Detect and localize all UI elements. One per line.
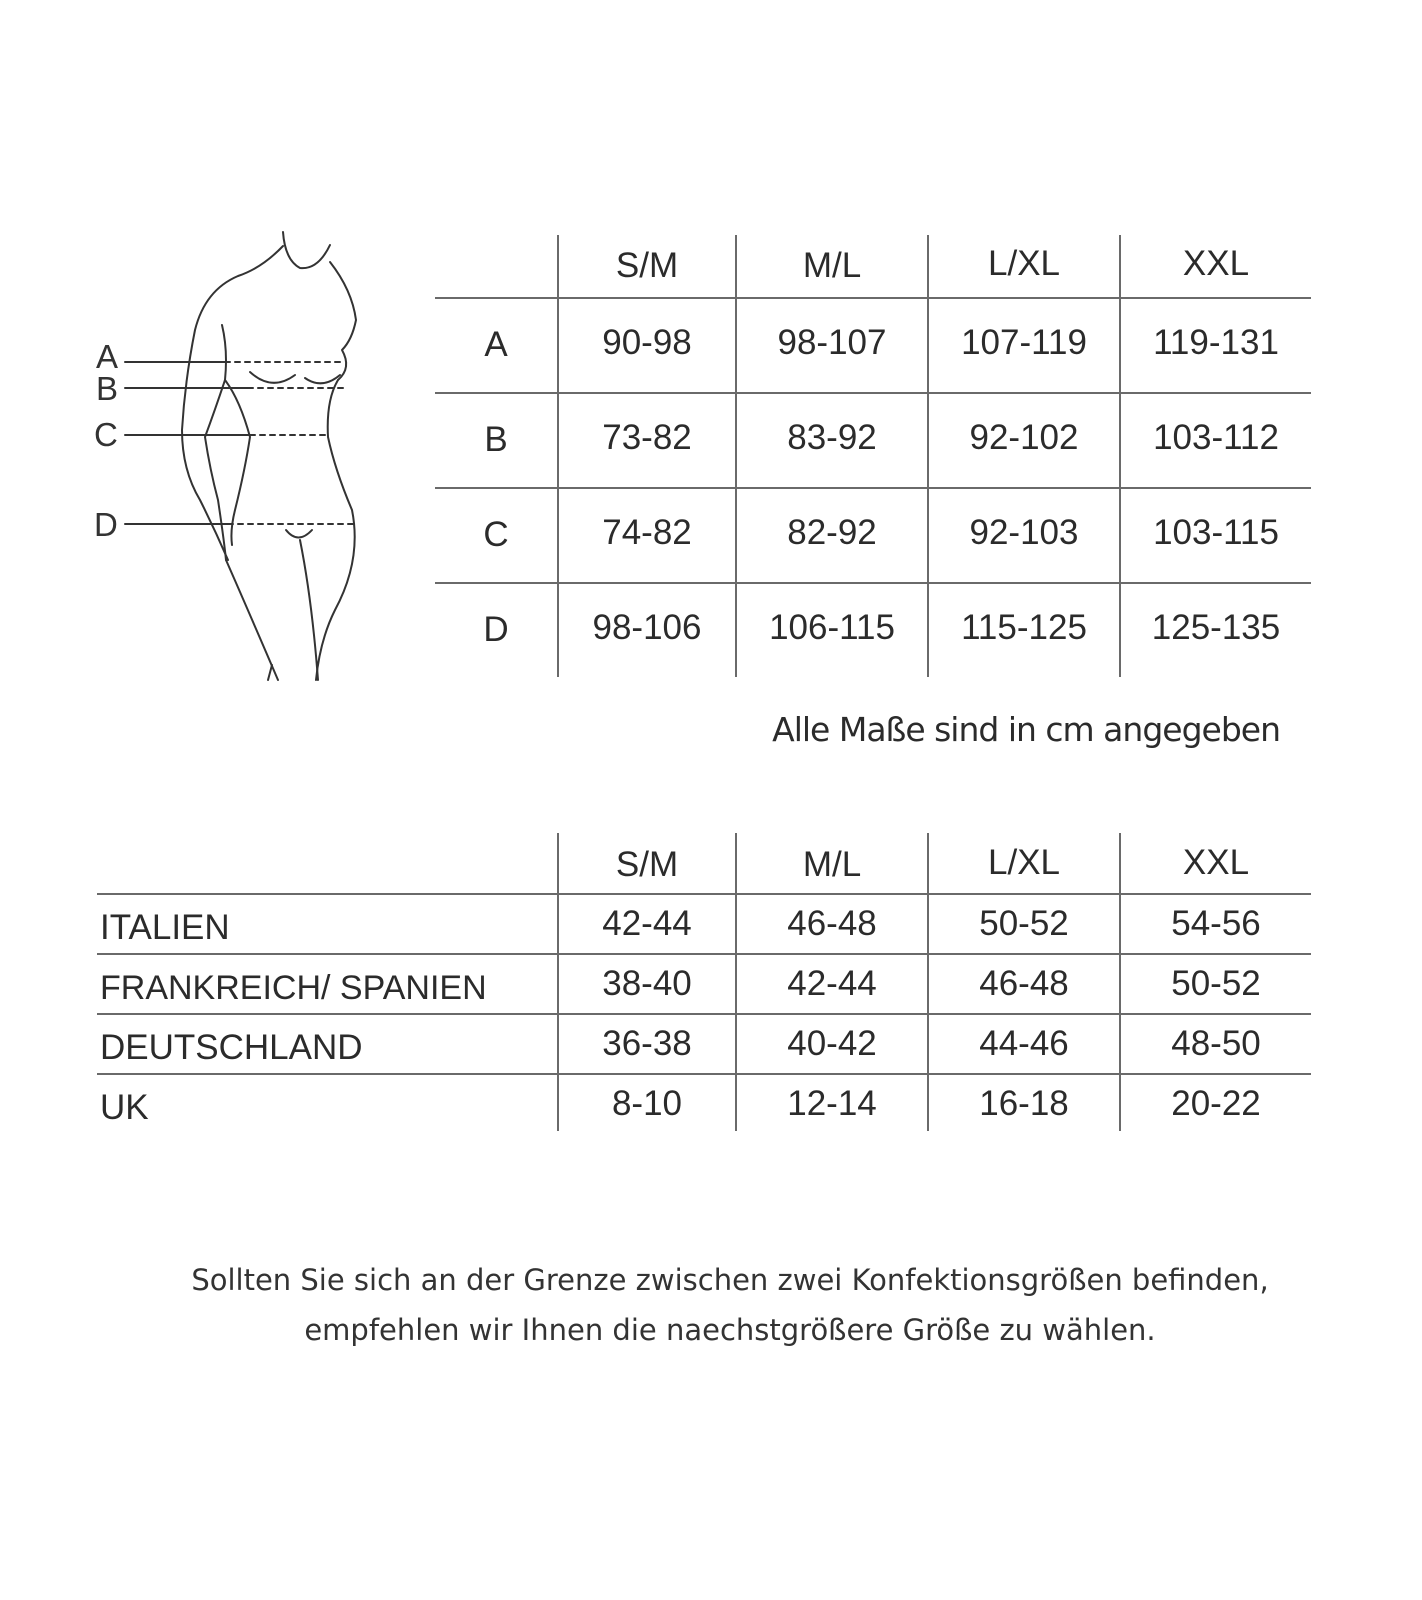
figure-label-d: D [94,506,118,543]
table-cell: 48-50 [1171,1024,1261,1063]
table-cell: 8-10 [611,1084,683,1123]
table-cell: 98-107 [777,323,887,362]
table-cell: 73-82 [602,418,692,457]
size-header: L/XL [988,244,1060,283]
table-cell: 119-131 [1153,323,1279,362]
table-cell: 46-48 [787,904,877,943]
table-cell: 92-103 [969,513,1079,552]
row-divider [435,582,1311,584]
country-label: DEUTSCHLAND [100,1028,363,1067]
table-cell: 20-22 [1171,1084,1261,1123]
table-cell: 50-52 [979,904,1069,943]
table-cell: 12-14 [787,1084,877,1123]
table-cell: 125-135 [1151,608,1281,647]
table-cell: 106-115 [769,608,895,647]
table-cell: 42-44 [602,904,692,943]
table-cell: 98-106 [592,608,702,647]
row-divider [97,1073,1311,1075]
sizing-advice-line-1: Sollten Sie sich an der Grenze zwischen zwei Konfektionsgrößen befinden, [191,1263,1269,1297]
table-cell: 54-56 [1171,904,1261,943]
size-header: S/M [615,845,679,884]
table-cell: 16-18 [979,1084,1069,1123]
table-cell: 44-46 [979,1024,1069,1063]
size-header: XXL [1182,843,1250,882]
size-header: M/L [802,246,862,285]
figure-label-b: B [96,370,119,407]
table-cell: 103-112 [1153,418,1279,457]
table-cell: 107-119 [961,323,1087,362]
country-label: UK [100,1088,149,1127]
size-header: S/M [615,246,679,285]
table-cell: 46-48 [979,964,1069,1003]
table-cell: 90-98 [602,323,692,362]
table-cell: 74-82 [602,513,692,552]
table-cell: 36-38 [602,1024,692,1063]
sizing-advice-line-2: empfehlen wir Ihnen die naechstgrößere Größe zu wählen. [304,1313,1156,1347]
units-note: Alle Maße sind in cm angegeben [772,710,1280,749]
body-figure-illustration [80,225,380,685]
row-divider [435,487,1311,489]
table-cell: 50-52 [1171,964,1261,1003]
table-cell: 115-125 [961,608,1087,647]
row-label: C [483,515,509,554]
table-cell: 42-44 [787,964,877,1003]
country-label: ITALIEN [100,908,230,947]
table-cell: 83-92 [787,418,877,457]
row-divider [435,392,1311,394]
size-header: L/XL [988,843,1060,882]
table-cell: 38-40 [602,964,692,1003]
figure-label-c: C [94,416,118,453]
size-header: M/L [802,845,862,884]
row-divider [435,297,1311,299]
table-cell: 103-115 [1153,513,1279,552]
row-divider [97,893,1311,895]
table-cell: 92-102 [969,418,1079,457]
row-label: B [484,420,508,459]
row-divider [97,953,1311,955]
row-label: A [484,325,508,364]
row-label: D [483,610,509,649]
sizing-advice-note [40,1255,1420,1355]
country-label: FRANKREICH/ SPANIEN [100,969,487,1007]
table-cell: 82-92 [787,513,877,552]
size-header: XXL [1182,244,1250,283]
row-divider [97,1013,1311,1015]
figure-label-a: A [96,338,119,375]
table-cell: 40-42 [787,1024,877,1063]
